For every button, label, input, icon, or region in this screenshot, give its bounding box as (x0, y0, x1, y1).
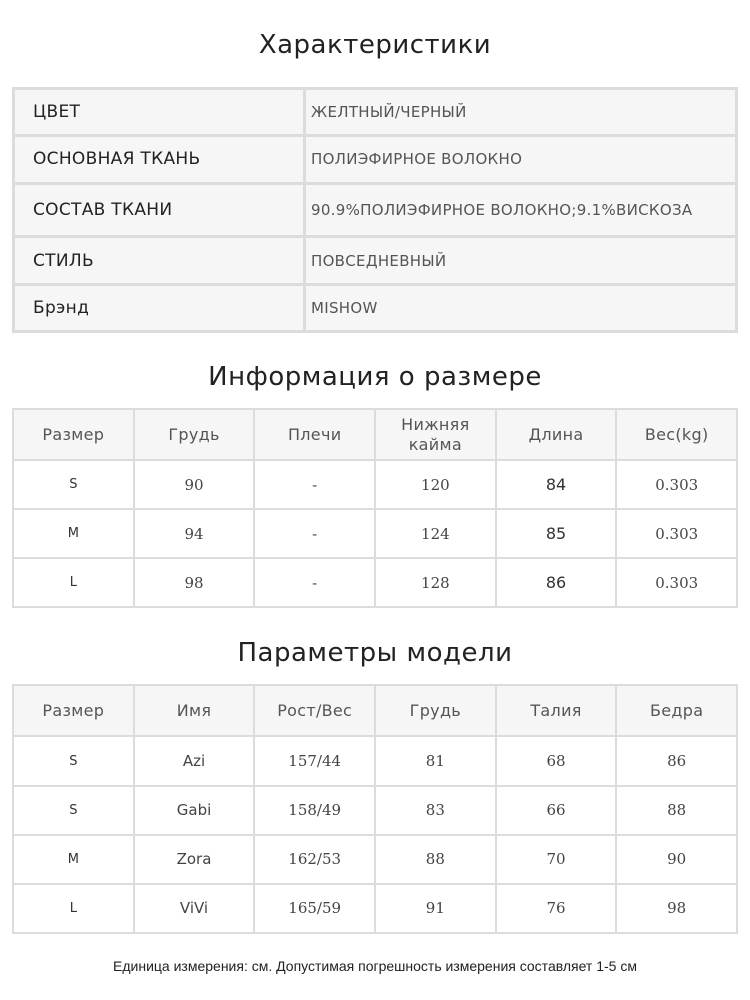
measurement-footnote: Единица измерения: см. Допустимая погрешность измерения составляет 1-5 см (113, 958, 637, 974)
model-name-cell: Zora (135, 836, 254, 883)
chest-cell: 91 (376, 885, 495, 932)
waist-cell: 68 (497, 737, 616, 784)
model-name-cell: Azi (135, 737, 254, 784)
char-label: СТИЛЬ (15, 238, 303, 282)
model-name-cell: Gabi (135, 787, 254, 834)
header-cell: Размер (14, 686, 133, 735)
header-cell: Длина (497, 410, 616, 459)
header-cell: Бедра (617, 686, 736, 735)
size-cell: S (14, 461, 133, 508)
header-cell: Нижняя кайма (376, 410, 495, 459)
header-cell: Вес(kg) (617, 410, 736, 459)
table-row (14, 510, 736, 557)
char-row-fabric (15, 137, 735, 181)
header-cell: Талия (497, 686, 616, 735)
table-row (14, 559, 736, 606)
chest-cell: 90 (135, 461, 254, 508)
weight-cell: 0.303 (617, 559, 736, 606)
header-cell: Размер (14, 410, 133, 459)
header-cell: Грудь (376, 686, 495, 735)
height-weight-cell: 158/49 (255, 787, 374, 834)
table-row (14, 836, 736, 883)
size-info-table (12, 408, 738, 608)
header-cell: Рост/Вес (255, 686, 374, 735)
characteristics-title: Характеристики (258, 30, 492, 60)
size-cell: L (14, 885, 133, 932)
hem-cell: 124 (376, 510, 495, 557)
header-cell: Имя (135, 686, 254, 735)
header-cell: Грудь (135, 410, 254, 459)
char-row-brand (15, 286, 735, 330)
chest-cell: 83 (376, 787, 495, 834)
shoulder-cell: - (255, 461, 374, 508)
char-label: ОСНОВНАЯ ТКАНЬ (15, 137, 303, 181)
table-header-row (14, 686, 736, 735)
chest-cell: 94 (135, 510, 254, 557)
chest-cell: 81 (376, 737, 495, 784)
waist-cell: 66 (497, 787, 616, 834)
char-row-style (15, 238, 735, 282)
characteristics-table (12, 87, 738, 333)
weight-cell: 0.303 (617, 461, 736, 508)
char-value: ПОЛИЭФИРНОЕ ВОЛОКНО (306, 137, 735, 181)
hips-cell: 88 (617, 787, 736, 834)
length-cell: 84 (497, 461, 616, 508)
shoulder-cell: - (255, 559, 374, 606)
size-cell: M (14, 510, 133, 557)
char-value: ЖЕЛТНЫЙ/ЧЕРНЫЙ (306, 90, 735, 134)
size-cell: S (14, 737, 133, 784)
hips-cell: 98 (617, 885, 736, 932)
waist-cell: 76 (497, 885, 616, 932)
table-row (14, 885, 736, 932)
chest-cell: 88 (376, 836, 495, 883)
size-info-title: Информация о размере (208, 362, 542, 392)
length-cell: 86 (497, 559, 616, 606)
char-label: Брэнд (15, 286, 303, 330)
model-params-title: Параметры модели (237, 638, 513, 668)
table-header-row (14, 410, 736, 459)
table-row (14, 787, 736, 834)
header-cell: Плечи (255, 410, 374, 459)
char-value: ПОВСЕДНЕВНЫЙ (306, 238, 735, 282)
char-row-composition (15, 185, 735, 236)
weight-cell: 0.303 (617, 510, 736, 557)
hips-cell: 86 (617, 737, 736, 784)
hem-cell: 128 (376, 559, 495, 606)
height-weight-cell: 165/59 (255, 885, 374, 932)
table-row (14, 461, 736, 508)
size-cell: L (14, 559, 133, 606)
hips-cell: 90 (617, 836, 736, 883)
size-cell: M (14, 836, 133, 883)
char-label: ЦВЕТ (15, 90, 303, 134)
size-cell: S (14, 787, 133, 834)
shoulder-cell: - (255, 510, 374, 557)
hem-cell: 120 (376, 461, 495, 508)
char-label: СОСТАВ ТКАНИ (15, 185, 303, 236)
height-weight-cell: 162/53 (255, 836, 374, 883)
char-value: 90.9%ПОЛИЭФИРНОЕ ВОЛОКНО;9.1%ВИСКОЗА (306, 185, 735, 236)
char-value: MISHOW (306, 286, 735, 330)
model-params-table (12, 684, 738, 934)
length-cell: 85 (497, 510, 616, 557)
height-weight-cell: 157/44 (255, 737, 374, 784)
chest-cell: 98 (135, 559, 254, 606)
waist-cell: 70 (497, 836, 616, 883)
char-row-color (15, 90, 735, 134)
model-name-cell: ViVi (135, 885, 254, 932)
table-row (14, 737, 736, 784)
